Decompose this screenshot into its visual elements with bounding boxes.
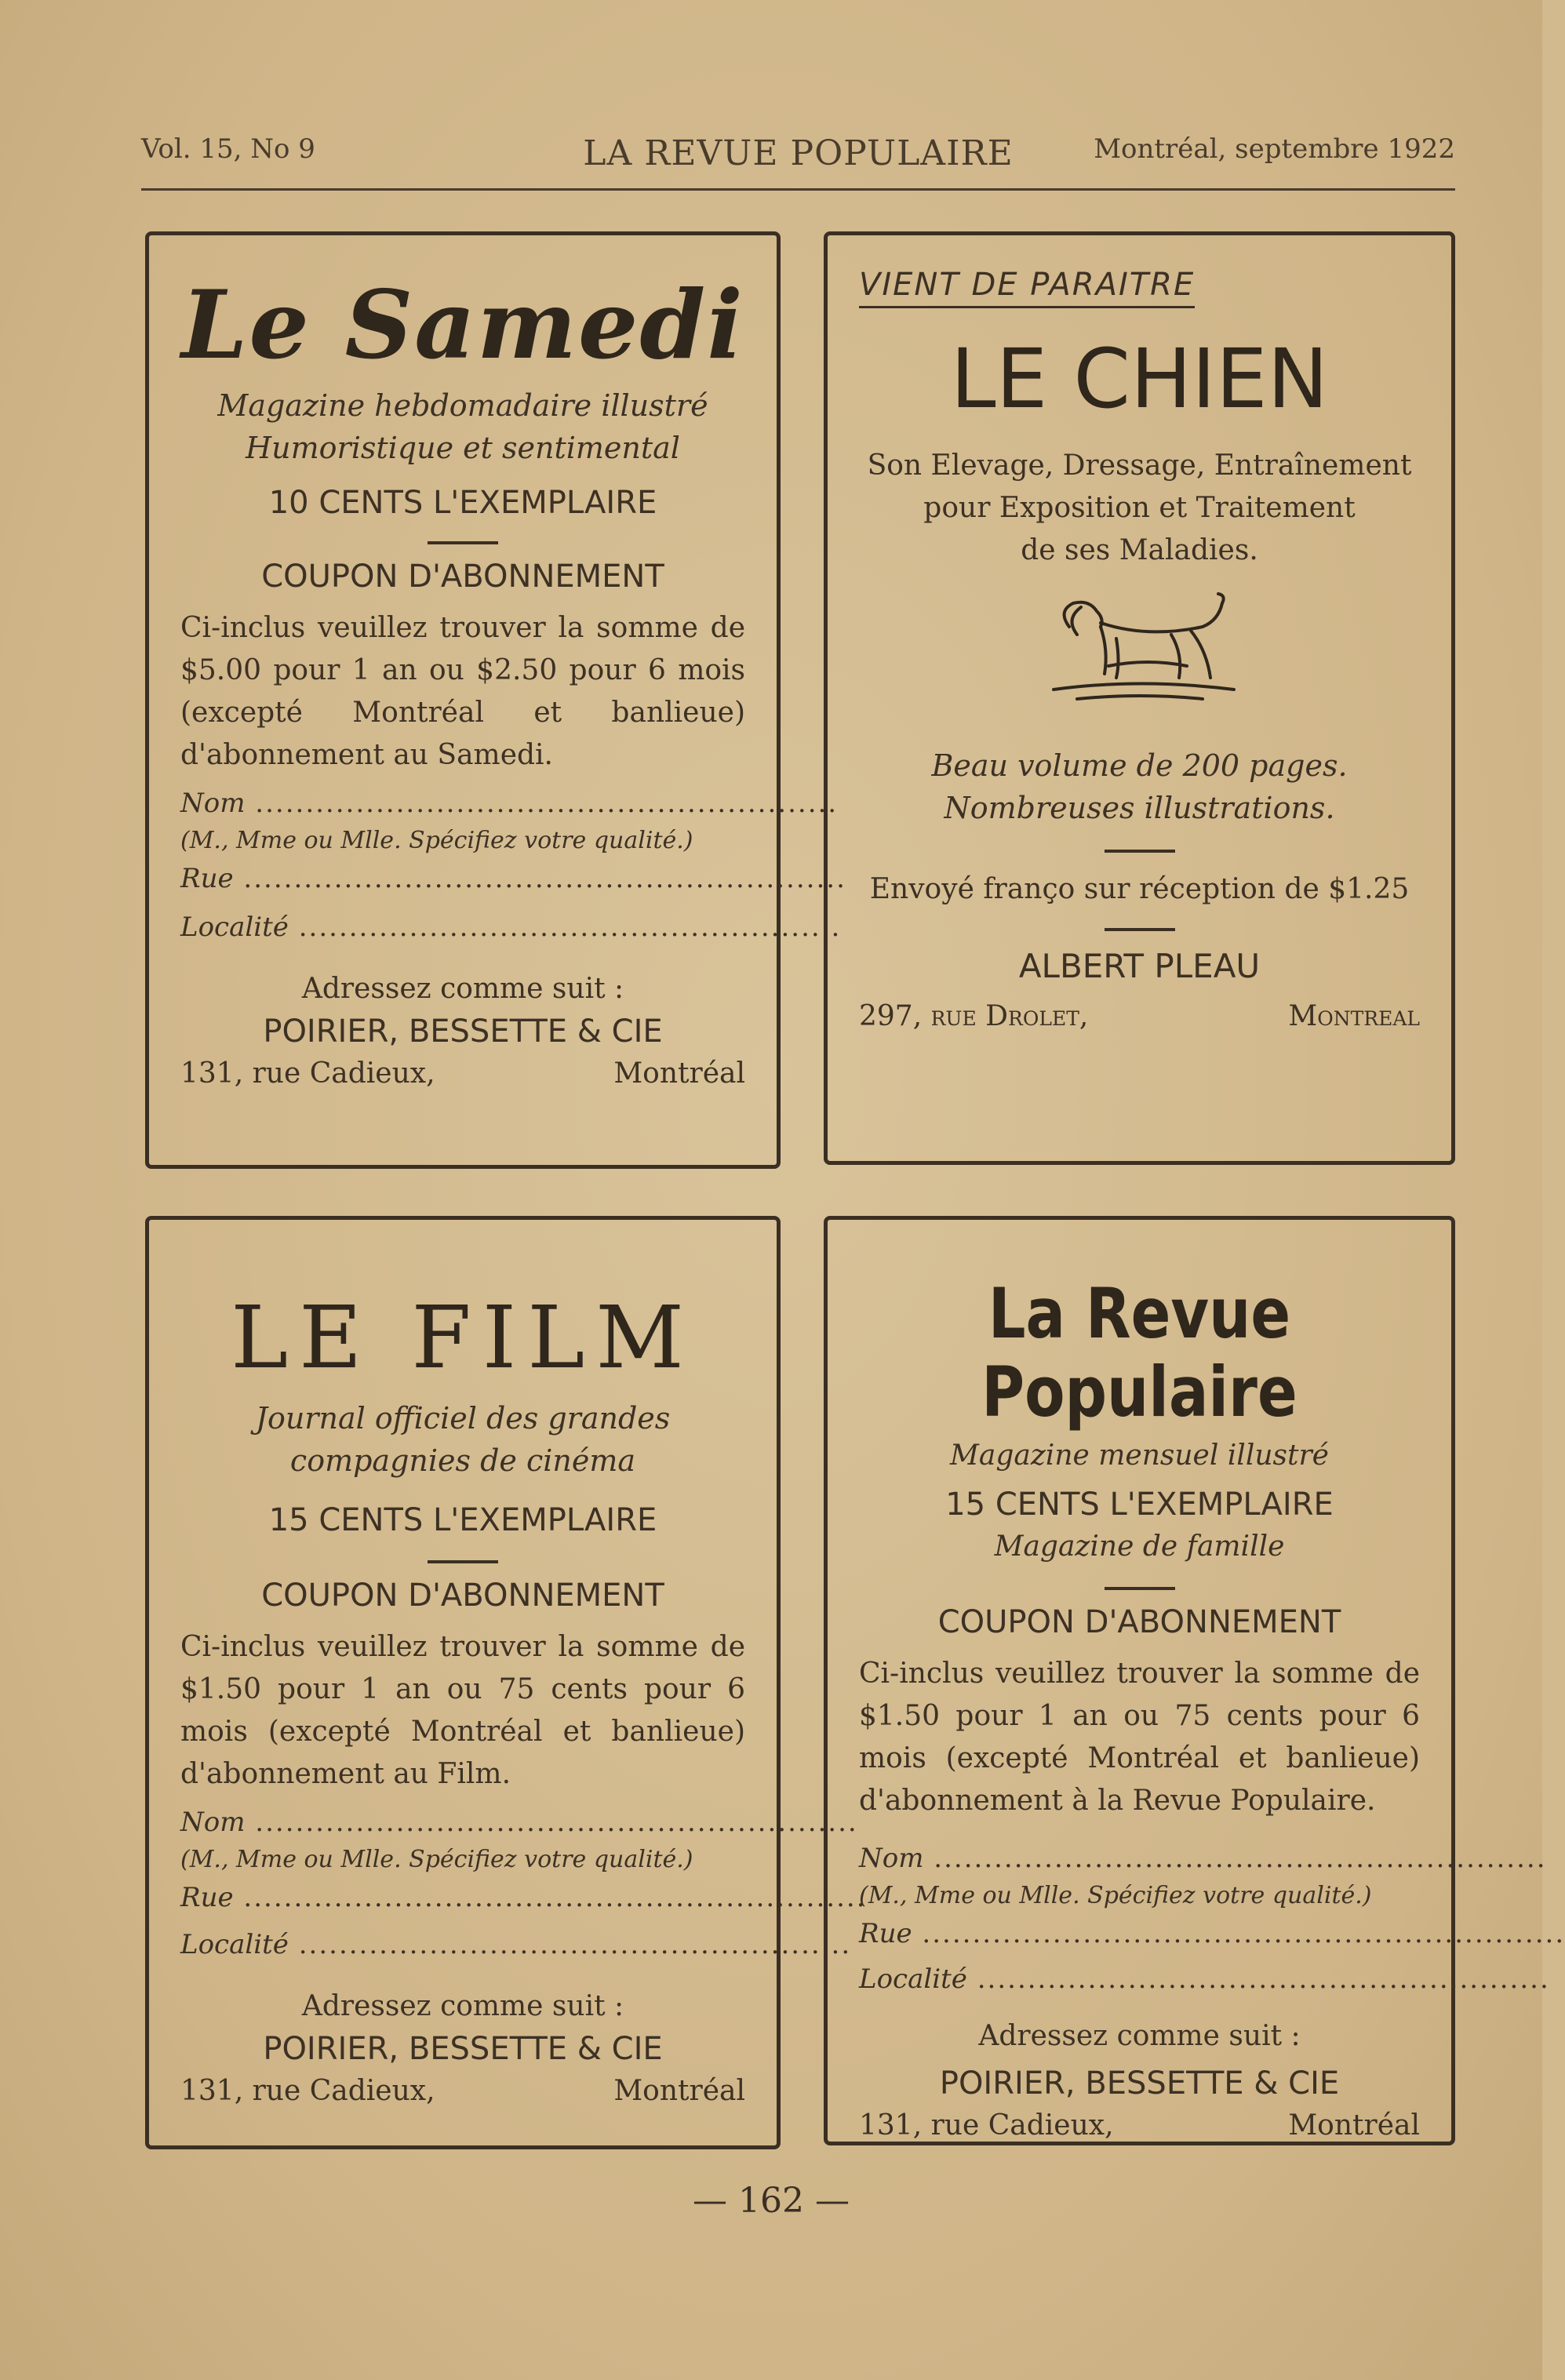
chien-volume-1: Beau volume de 200 pages. <box>931 748 1348 783</box>
film-company: POIRIER, BESSETTE & CIE <box>263 2031 663 2067</box>
chien-desc-3: de ses Maladies. <box>1021 534 1258 566</box>
film-tagline: Journal officiel des grandes compagnies de cinéma <box>255 1401 671 1478</box>
chien-city: Montreal <box>1288 1000 1420 1032</box>
samedi-adressez: Adressez comme suit : <box>301 973 624 1005</box>
divider <box>428 1560 498 1563</box>
ad-revue-populaire <box>824 1216 1565 2145</box>
chien-title: LE CHIEN <box>950 331 1329 427</box>
film-coupon-body: Ci-inclus veuillez trouver la somme de $1.50 pour 1 an ou 75 cents pour 6 mois (excepté Montréal et banlieue) d'abonnement au Film. <box>180 1631 745 1790</box>
header-rule <box>141 188 1455 191</box>
samedi-nom-field[interactable]: Nom .......................................................... <box>180 788 839 819</box>
samedi-tagline-2: Humoristique et sentimental <box>246 431 680 465</box>
header-volume: Vol. 15, No 9 <box>141 133 315 165</box>
dog-illustration-icon <box>1038 580 1242 713</box>
ad-le-film <box>145 1216 867 2149</box>
header-title: LA REVUE POPULAIRE <box>583 133 1014 173</box>
chien-kicker: VIENT DE PARAITRE <box>859 267 1195 308</box>
samedi-localite-field[interactable]: Localité ...................................................... <box>180 912 842 943</box>
film-qualite-note: (M., Mme ou Mlle. Spécifiez votre qualité.) <box>180 1846 693 1873</box>
revue-localite-field[interactable]: Localité ......................................................... <box>859 1963 1550 1995</box>
samedi-qualite-note: (M., Mme ou Mlle. Spécifiez votre qualité.) <box>180 827 693 854</box>
samedi-tagline-1: Magazine hebdomadaire illustré <box>217 388 708 423</box>
revue-nom-field[interactable]: Nom ............................................................. <box>859 1843 1547 1874</box>
samedi-coupon-body: Ci-inclus veuillez trouver la somme de $5.00 pour 1 an ou $2.50 pour 6 mois (excepté Montréal et banlieue) d'abonnement au Samedi. <box>180 612 745 771</box>
film-adressez: Adressez comme suit : <box>301 1990 624 2022</box>
ad-le-chien <box>824 231 1455 1165</box>
revue-address <box>859 2105 1420 2147</box>
film-logo: LE FILM <box>231 1287 695 1388</box>
film-localite-field[interactable]: Localité ....................................................... <box>180 1929 852 1960</box>
samedi-company: POIRIER, BESSETTE & CIE <box>263 1014 663 1050</box>
film-address <box>180 2070 745 2113</box>
chien-desc-1: Son Elevage, Dressage, Entraînement <box>867 449 1412 482</box>
samedi-city: Montréal <box>613 1057 745 1090</box>
samedi-logo: Le Samedi <box>181 270 744 380</box>
samedi-price: 10 CENTS L'EXEMPLAIRE <box>268 485 657 521</box>
running-header <box>141 133 1455 180</box>
divider <box>1105 1587 1175 1590</box>
revue-coupon-title: COUPON D'ABONNEMENT <box>937 1604 1341 1640</box>
film-rue-field[interactable]: Rue .............................................................. <box>180 1882 867 1913</box>
chien-desc-2: pour Exposition et Traitement <box>923 492 1356 524</box>
divider <box>1105 850 1175 853</box>
film-city: Montréal <box>613 2075 745 2107</box>
divider <box>1105 928 1175 931</box>
samedi-rue-field[interactable]: Rue ............................................................ <box>180 863 846 894</box>
revue-company: POIRIER, BESSETTE & CIE <box>939 2065 1340 2102</box>
samedi-address <box>180 1053 745 1095</box>
revue-logo: La Revue Populaire <box>981 1273 1297 1432</box>
chien-price: Envoyé franço sur réception de $1.25 <box>869 873 1410 905</box>
chien-address <box>859 995 1420 1038</box>
film-nom-field[interactable]: Nom ............................................................ <box>180 1807 858 1838</box>
header-date: Montréal, septembre 1922 <box>1094 133 1455 165</box>
film-street: 131, rue Cadieux, <box>180 2075 435 2107</box>
chien-author: ALBERT PLEAU <box>1018 947 1261 985</box>
revue-qualite-note: (M., Mme ou Mlle. Spécifiez votre qualité.) <box>859 1882 1372 1909</box>
revue-tagline-1: Magazine mensuel illustré <box>950 1439 1329 1472</box>
samedi-street: 131, rue Cadieux, <box>180 1057 435 1090</box>
revue-adressez: Adressez comme suit : <box>978 2020 1301 2052</box>
film-price: 15 CENTS L'EXEMPLAIRE <box>268 1502 657 1538</box>
revue-rue-field[interactable]: Rue ................................................................ <box>859 1918 1565 1949</box>
chien-street: 297, rue Drolet, <box>859 1000 1089 1032</box>
chien-volume-2: Nombreuses illustrations. <box>944 791 1335 825</box>
film-coupon-title: COUPON D'ABONNEMENT <box>261 1578 664 1614</box>
page-number: — 162 — <box>693 2181 850 2221</box>
revue-street: 131, rue Cadieux, <box>859 2109 1114 2142</box>
divider <box>428 541 498 544</box>
revue-tagline-2: Magazine de famille <box>994 1530 1285 1563</box>
ad-samedi <box>145 231 846 1169</box>
revue-coupon-body: Ci-inclus veuillez trouver la somme de $1.50 pour 1 an ou 75 cents pour 6 mois (excepté Montréal et banlieue) d'abonnement à la Revue Populaire. <box>859 1658 1420 1817</box>
revue-city: Montréal <box>1288 2109 1420 2142</box>
revue-price: 15 CENTS L'EXEMPLAIRE <box>945 1487 1334 1523</box>
samedi-coupon-title: COUPON D'ABONNEMENT <box>261 559 664 595</box>
